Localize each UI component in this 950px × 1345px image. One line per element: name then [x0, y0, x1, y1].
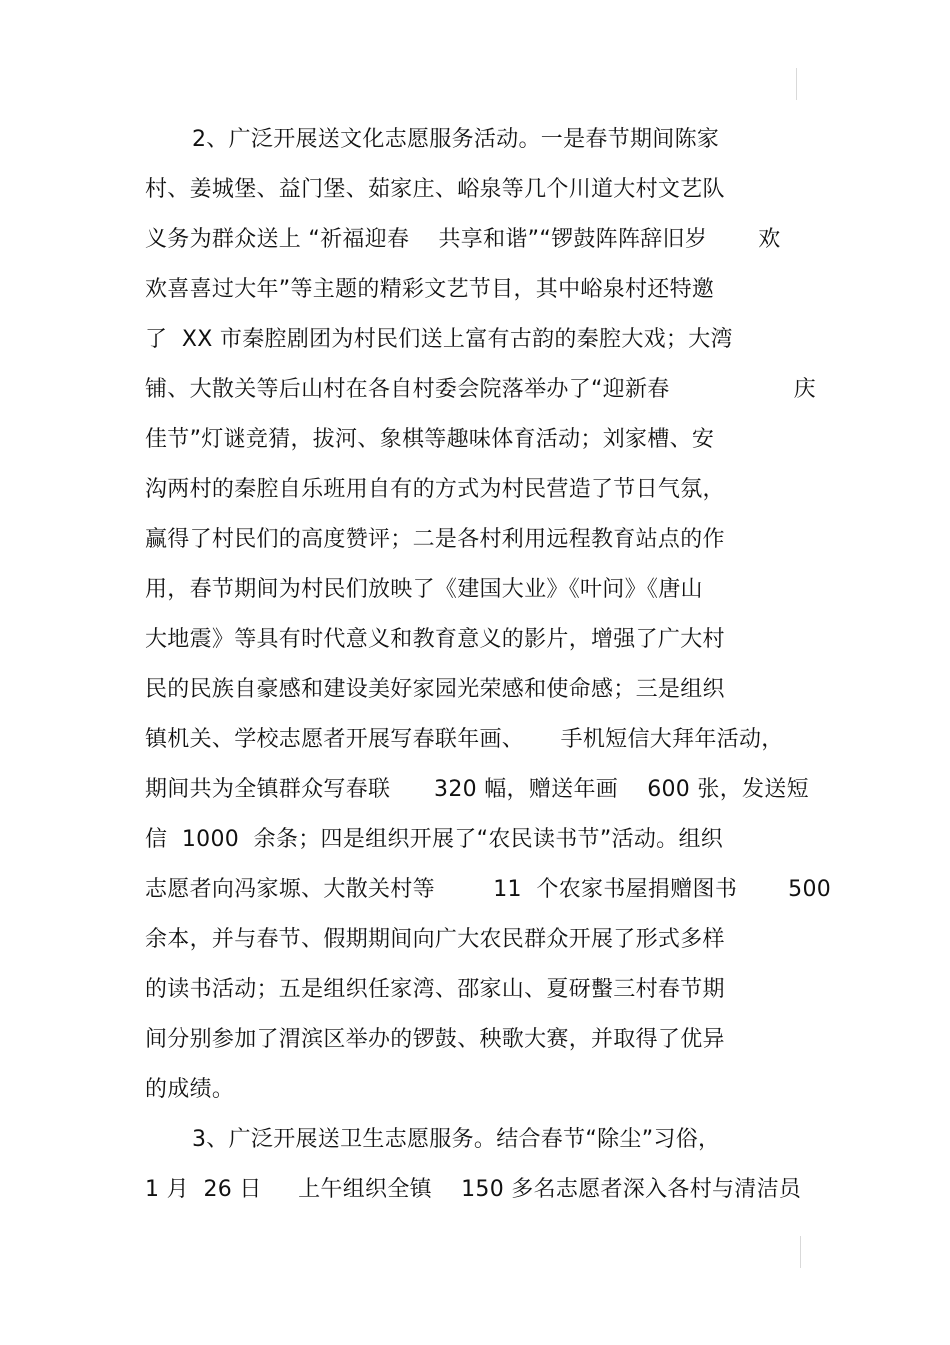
paragraph-2-line-18: 的读书活动；五是组织任家湾、邵家山、夏砑蟿三村春节期 — [145, 977, 725, 1002]
paragraph-2-line-9: 赢得了村民们的高度赞评；二是各村利用远程教育站点的作 — [145, 527, 725, 552]
paragraph-2-line-11: 大地震》等具有时代意义和教育意义的影片，增强了广大村 — [145, 627, 725, 652]
paragraph-2-line-17: 余本，并与春节、假期期间向广大农民群众开展了形式多样 — [145, 927, 725, 952]
paragraph-2-line-14: 期间共为全镇群众写春联 320 幅，赠送年画 600 张，发送短 — [145, 777, 809, 802]
paragraph-2-line-12: 民的民族自豪感和建设美好家园光荣感和使命感；三是组织 — [145, 677, 725, 702]
paragraph-2-line-2: 村、姜城堡、益门堡、茹家庄、峪泉等几个川道大村文艺队 — [145, 177, 725, 202]
paragraph-2-line-10: 用，春节期间为村民们放映了《建国大业》《叶问》《唐山 — [145, 577, 703, 602]
paragraph-2-line-5: 了 XX 市秦腔剧团为村民们送上富有古韵的秦腔大戏；大湾 — [145, 327, 733, 352]
paragraph-2-line-19: 间分别参加了渭滨区举办的锣鼓、秧歌大赛，并取得了优异 — [145, 1027, 725, 1052]
paragraph-2-line-16: 志愿者向冯家塬、大散关村等 11 个农家书屋捐赠图书 500 — [145, 877, 832, 902]
paragraph-2-line-3: 义务为群众送上 “祈福迎春 共享和谐”“锣鼓阵阵辞旧岁 欢 — [145, 227, 781, 252]
paragraph-2-line-13: 镇机关、学校志愿者开展写春联年画、 手机短信大拜年活动， — [145, 727, 784, 752]
paragraph-2-line-20: 的成绩。 — [145, 1077, 235, 1102]
page-margin-mark — [796, 68, 797, 100]
paragraph-2-line-6: 铺、大散关等后山村在各自村委会院落举办了“迎新春 庆 — [145, 377, 816, 402]
paragraph-2-line-4: 欢喜喜过大年”等主题的精彩文艺节目，其中峪泉村还特邀 — [145, 277, 715, 302]
paragraph-2-line-1: 2、广泛开展送文化志愿服务活动。一是春节期间陈家 — [192, 127, 720, 152]
paragraph-2-line-15: 信 1000 余条；四是组织开展了“农民读书节”活动。组织 — [145, 827, 724, 852]
paragraph-2-line-7: 佳节”灯谜竞猜，拔河、象棋等趣味体育活动；刘家槽、安 — [145, 427, 715, 452]
paragraph-3-line-1: 3、广泛开展送卫生志愿服务。结合春节“除尘”习俗， — [192, 1127, 721, 1152]
paragraph-2-line-8: 沟两村的秦腔自乐班用自有的方式为村民营造了节日气氛， — [145, 477, 725, 502]
paragraph-3-line-2: 1 月 26 日 上午组织全镇 150 多名志愿者深入各村与清洁员 — [145, 1177, 802, 1202]
page-margin-mark — [800, 1236, 801, 1268]
